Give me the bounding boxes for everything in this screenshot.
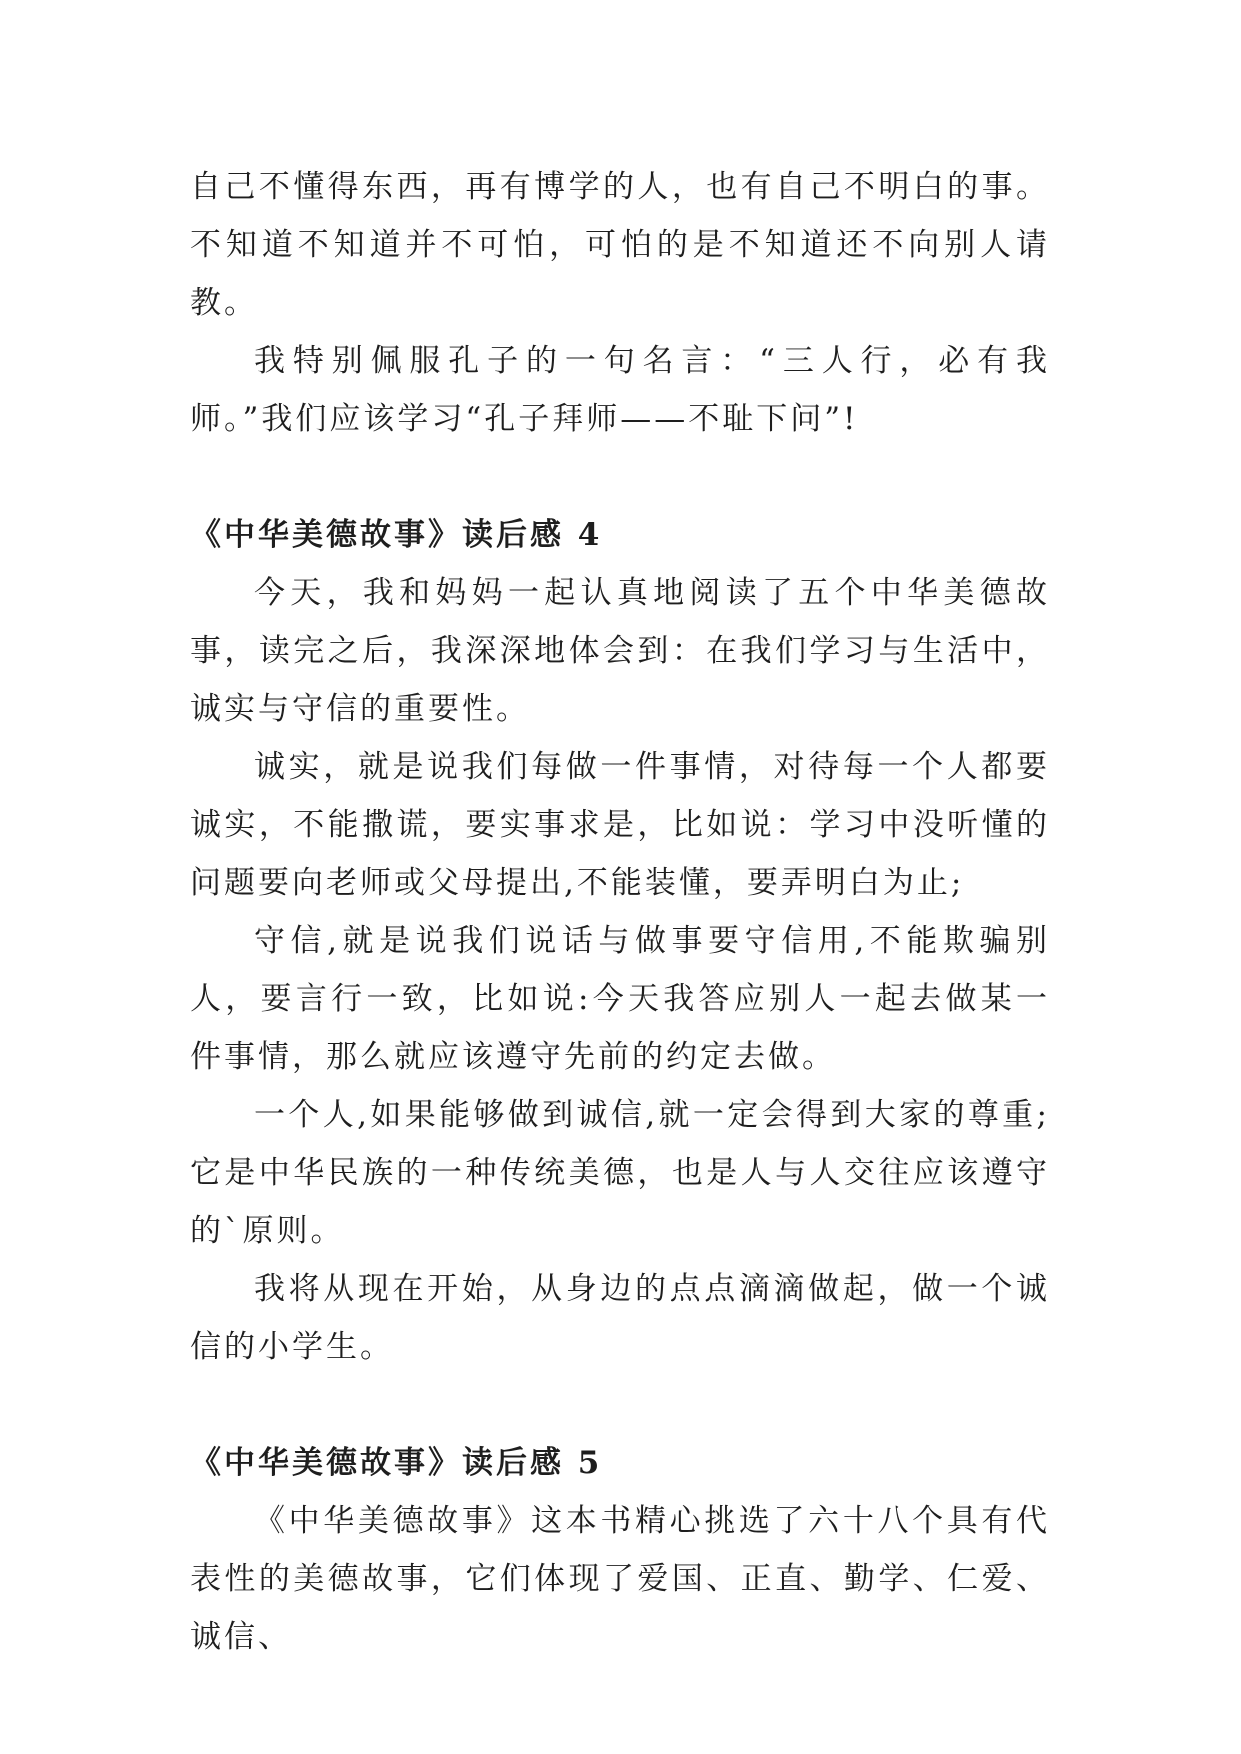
section-title-5: 《中华美德故事》读后感 5 [190,1445,603,1481]
paragraph-confucius-humility: 自己不懂得东西，再有博学的人，也有自己不明白的事。不知道不知道并不可怕，可怕的是不知道还不向别人请教。 [190,169,1050,321]
paragraph-keeping-promises: 守信,就是说我们说话与做事要守信用,不能欺骗别人，要言行一致，比如说:今天我答应别人一起去做某一件事情，那么就应该遵守先前的约定去做。 [190,923,1050,1075]
section-title-4: 《中华美德故事》读后感 4 [190,517,603,553]
paragraph-integrity-respect: 一个人,如果能够做到诚信,就一定会得到大家的尊重;它是中华民族的一种传统美德，也是人与人交往应该遵守的`原则。 [190,1097,1050,1249]
paragraph-resolution: 我将从现在开始，从身边的点点滴滴做起，做一个诚信的小学生。 [190,1271,1050,1365]
paragraph-book-introduction: 《中华美德故事》这本书精心挑选了六十八个具有代表性的美德故事，它们体现了爱国、正直、勤学、仁爱、诚信、 [190,1503,1050,1655]
paragraph-honesty: 诚实，就是说我们每做一件事情，对待每一个人都要诚实，不能撒谎，要实事求是，比如说：学习中没听懂的问题要向老师或父母提出,不能装懂，要弄明白为止; [190,749,1050,901]
document-body [190,158,1050,1666]
paragraph-confucius-quote: 我特别佩服孔子的一句名言：“三人行，必有我师。”我们应该学习“孔子拜师——不耻下问”! [190,343,1050,437]
paragraph-reading-with-mother: 今天，我和妈妈一起认真地阅读了五个中华美德故事，读完之后，我深深地体会到：在我们学习与生活中，诚实与守信的重要性。 [190,575,1050,727]
